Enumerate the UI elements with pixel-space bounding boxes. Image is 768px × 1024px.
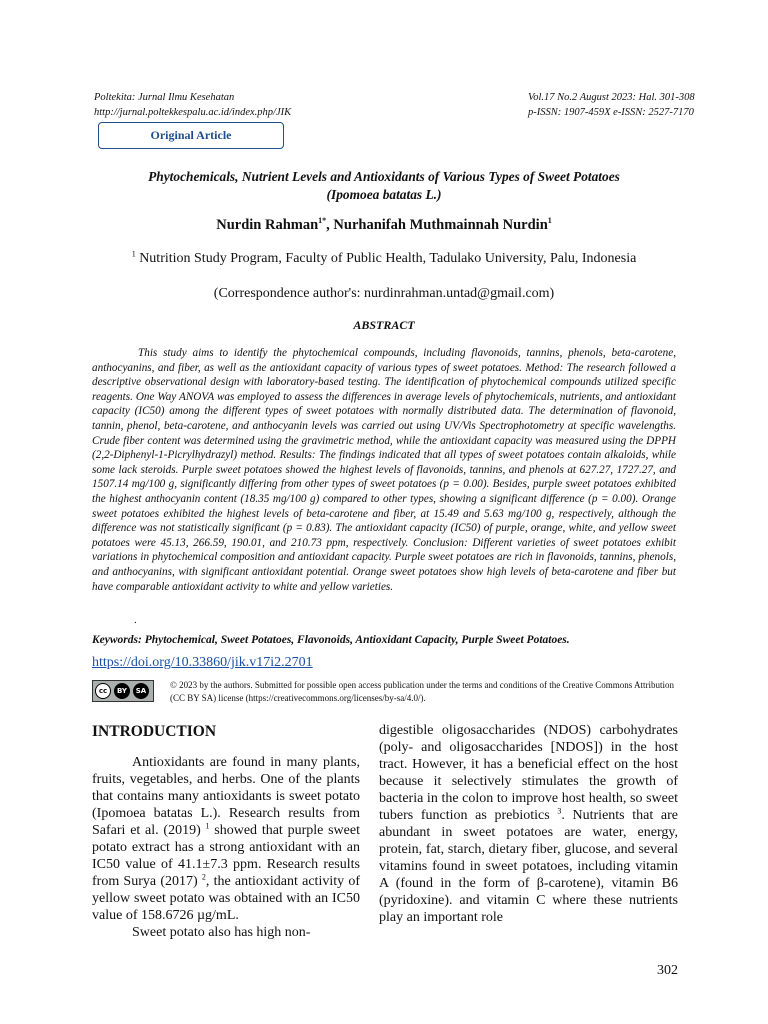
by-icon: BY [114,683,130,699]
affiliation-text: Nutrition Study Program, Faculty of Public Health, Tadulako University, Palu, Indonesia [135,251,637,266]
affiliation-mark: 1 [131,249,136,259]
license-text: © 2023 by the authors. Submitted for possible open access publication under the terms and conditions of the Creative Commons Attribution (CC BY SA) license (https://creativecommons.org/licenses/by-sa/4.0/). [170,680,675,703]
author-separator: , [326,217,334,233]
author-2-mark: 1 [547,216,552,226]
cc-by-sa-badge[interactable] [92,680,154,702]
intro-paragraph-1 [92,754,360,924]
affiliation [92,251,676,267]
author-list [92,217,676,234]
intro-right-text-b: . Nutrients that are abundant in sweet potatoes are water, energy, protein, fat, starch, dietary fiber, glucose, and several vitamins found in sweet potatoes, including vitamin A (found in the form of β-carotene), vitamin B6 (pyridoxine). and vitamin C where these nutrients play an important role [379,808,679,925]
journal-name: Poltekita: Jurnal Ilmu Kesehatan [94,92,235,103]
intro-right-column [379,722,678,926]
issn-info: p-ISSN: 1907-459X e-ISSN: 2527-7170 [528,107,694,118]
abstract-body: This study aims to identify the phytochemical compounds, including flavonoids, tannins, phenols, beta-carotene, anthocyanins, and fiber, as well as the antioxidant capacity of various types of sweet potatoes. Method: The research followed a descriptive observational design with laboratory-based testing. The identification of phytochemical compounds utilized specific reagents. One Way ANOVA was employed to assess the differences in average levels of phytochemicals, nutrients, and antioxidant capacity (IC50) among the different types of sweet potatoes with normally distributed data. The determination of flavonoid, tannin, phenol, beta-carotene, and anthocyanin levels was carried out using UV/Vis Spectrophotometry at specific wavelengths. Crude fiber content was determined using the gravimetric method, while the antioxidant capacity was measured using the DPPH (2,2-Diphenyl-1-Picrylhydrazyl) method. Results: The findings indicated that all types of sweet potatoes contain alkaloids, while some lack steroids. Purple sweet potatoes showed the highest levels of flavonoids, tannins, and phenols at 627.27, 1727.27, and 1507.14 mg/100 g, significantly differing from other types of sweet potatoes (p = 0.00). Besides, purple sweet potatoes exhibited the highest anthocyanin content (18.35 mg/100 g) compared to other types, showing a significant difference (p = 0.00). Orange sweet potatoes exhibited the highest levels of beta-carotene and fiber, at 15.49 and 5.63 mg/100 g, respectively, although the difference was not statistically significant (p = 0.83). The antioxidant capacity (IC50) of purple, orange, white, and yellow sweet potatoes were 45.13, 266.59, 190.01, and 210.73 ppm, respectively. Conclusion: Different varieties of sweet potatoes exhibit variations in phytochemical composition and antioxidant capacity. Purple sweet potatoes are rich in flavonoids, tannins, phenols, and anthocyanins, with significant antioxidant potential. Orange sweet potatoes show high levels of beta-carotene and fiber but have comparable antioxidant activity to white and yellow varieties. [92,347,676,593]
keywords: Keywords: Phytochemical, Sweet Potatoes, Flavonoids, Antioxidant Capacity, Purple Sweet Potatoes. [92,634,570,646]
correspondence: (Correspondence author's: nurdinrahman.untad@gmail.com) [213,286,555,301]
intro-p1-text-a: Antioxidants are found in many plants, fruits, vegetables, and herbs. One of the plants that contains many antioxidants is sweet potato (Ipomoea batatas L.). Research results from Safari et al. (2019) [92,755,360,838]
page-number: 302 [657,963,678,978]
sa-icon: SA [133,683,149,699]
intro-p1-text-c: , the antioxidant activity of yellow sweet potato was obtained with an IC50 value of 158.6726 µg/mL. [92,874,360,923]
journal-header-left [94,90,291,120]
intro-heading: INTRODUCTION [92,723,217,740]
author-1: Nurdin Rahman [216,217,319,233]
abstract-heading: ABSTRACT [353,318,415,332]
intro-left-column [92,722,360,941]
citation-2: 2 [201,872,206,882]
doi-link[interactable]: https://doi.org/10.33860/jik.v17i2.2701 [92,655,313,670]
article-type-badge: Original Article [98,122,284,149]
citation-3: 3 [557,806,562,816]
journal-url: http://jurnal.poltekkespalu.ac.id/index.php/JIK [94,107,292,118]
intro-right-text-a: digestible oligosaccharides (NDOS) carbohydrates (poly- and oligosaccharides [NDOS]) in the host tract. However, it has a beneficial effect on the host because it selectively stimulates the growth of bacteria in the colon to improve host health, so sweet tubers function as prebiotics [379,723,678,823]
author-2: Nurhanifah Muthmainnah Nurdin [333,217,548,233]
intro-paragraph-2 [92,924,360,941]
volume-info: Vol.17 No.2 August 2023: Hal. 301-308 [528,92,695,103]
author-1-mark: 1* [318,216,327,226]
abstract-dot: . [134,614,137,626]
intro-p1-text-b: showed that purple sweet potato extract has a strong antioxidant with an IC50 value of 41.1±7.3 ppm. Research results from Surya (2017) [92,823,360,889]
citation-1: 1 [205,821,210,831]
journal-header-right [528,90,716,120]
title-line-1: Phytochemicals, Nutrient Levels and Antioxidants of Various Types of Sweet Potatoes [148,169,620,184]
title-line-2: (Ipomoea batatas L.) [326,187,442,202]
intro-p2-text: Sweet potato also has high non- [132,925,311,940]
intro-paragraph-continued [379,722,678,926]
paper-title [92,168,676,204]
cc-icon: cc [95,683,111,699]
